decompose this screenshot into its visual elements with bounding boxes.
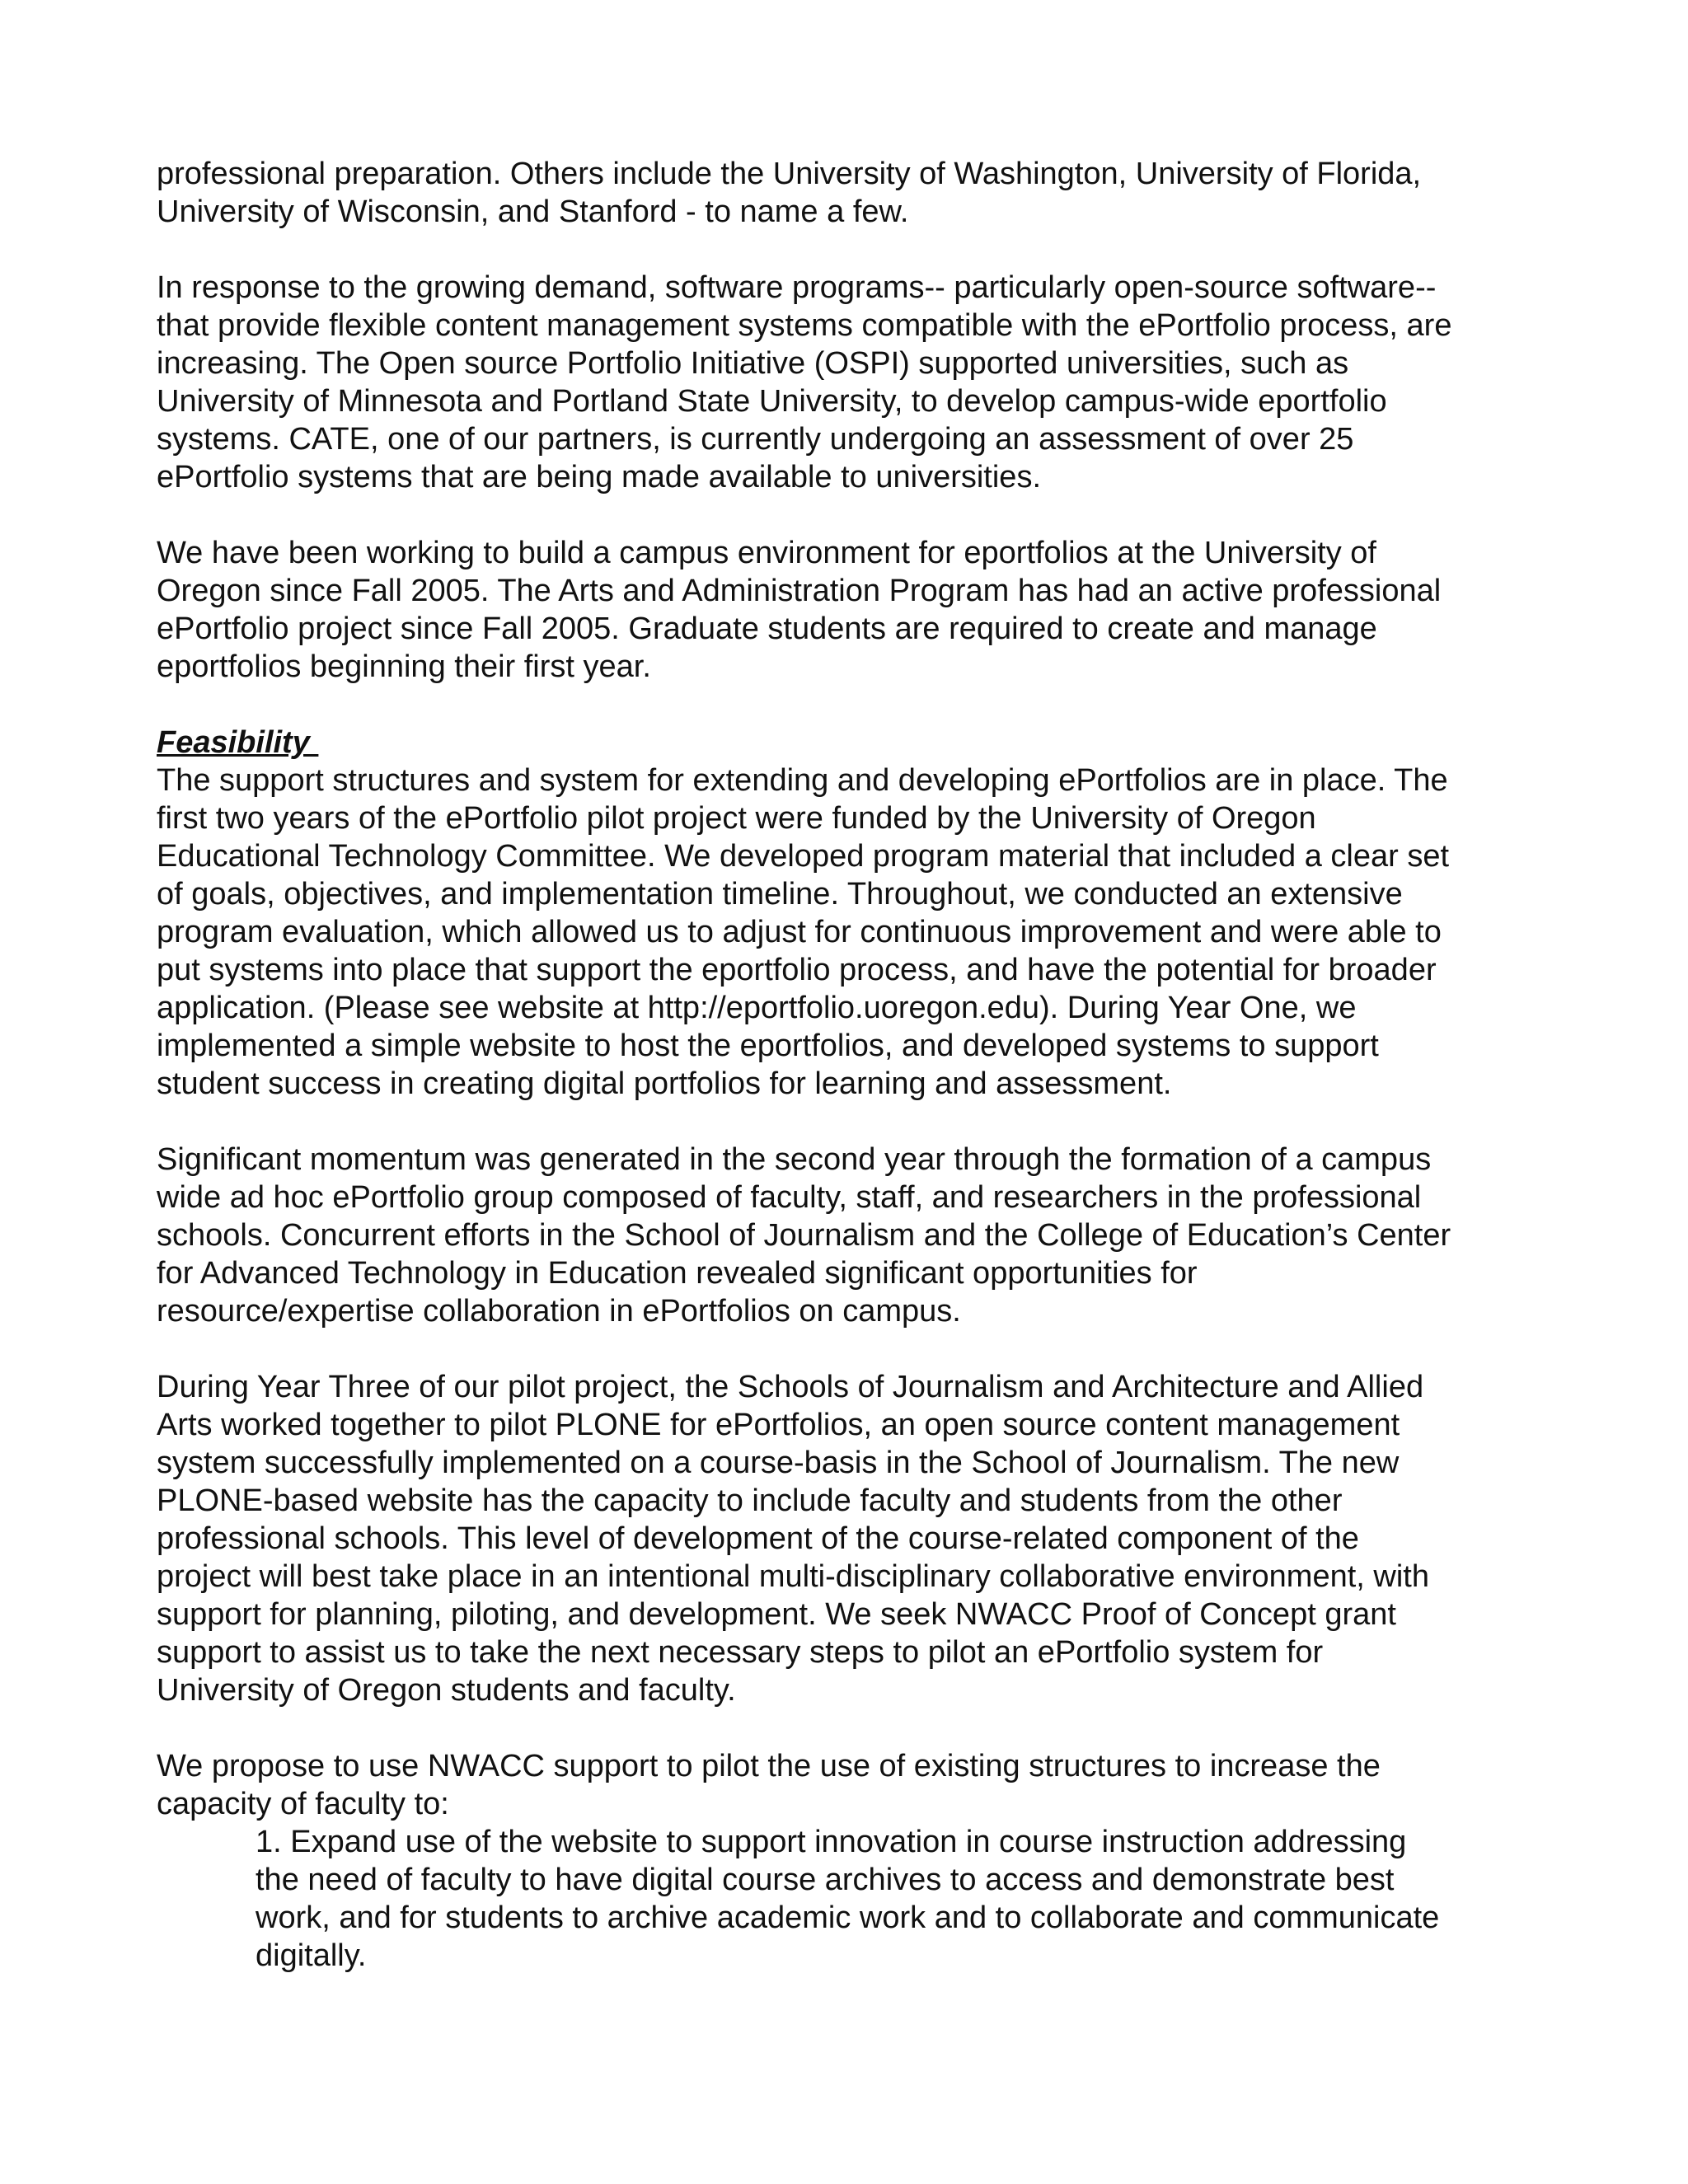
paragraph-significant-momentum: Significant momentum was generated in the second year through the formation of a campus wide ad hoc ePortfolio group composed of faculty, staff, and researchers in the professional schools. Concurrent efforts in the School of Journalism and the College of Education’s Center for Advanced Technology in Education revealed significant opportunities for resource/expertise collaboration in ePortfolios on campus. [157, 1142, 1451, 1329]
paragraph-year-three: During Year Three of our pilot project, the Schools of Journalism and Architecture and Allied Arts worked together to pilot PLONE for ePortfolios, an open source content management system successfully implemented on a course-basis in the School of Journalism. The new PLONE-based website has the capacity to include faculty and students from the other professional schools. This level of development of the course-related component of the project will best take place in an intentional multi-disciplinary collaborative environment, with support for planning, piloting, and development. We seek NWACC Proof of Concept grant support to assist us to take the next necessary steps to pilot an ePortfolio system for University of Oregon students and faculty. [157, 1370, 1429, 1708]
paragraph-nwacc-proposal: We propose to use NWACC support to pilot the use of existing structures to increase the capacity of faculty to: [157, 1749, 1381, 1821]
section-heading-feasibility: Feasibility [157, 725, 319, 760]
paragraph-support-structures: The support structures and system for extending and developing ePortfolios are in place. The first two years of the ePortfolio pilot project were funded by the University of Oregon Educational Technology Committee. We developed program material that included a clear set of goals, objectives, and implementation timeline. Throughout, we conducted an extensive program evaluation, which allowed us to adjust for continuous improvement and were able to put systems into place that support the eportfolio process, and have the potential for broader application. (Please see website at http://eportfolio.uoregon.edu). During Year One, we implemented a simple website to host the eportfolios, and developed systems to support student success in creating digital portfolios for learning and assessment. [157, 763, 1450, 1101]
proposal-list [256, 1823, 1541, 1975]
document-page [157, 155, 1541, 1975]
paragraph-professional-preparation: professional preparation. Others include the University of Washington, University of Florida, University of Wisconsin, and Stanford - to name a few. [157, 157, 1422, 229]
paragraph-growing-demand: In response to the growing demand, software programs-- particularly open-source software-- that provide flexible content management systems compatible with the ePortfolio process, are increasing. The Open source Portfolio Initiative (OSPI) supported universities, such as University of Minnesota and Portland State University, to develop campus-wide eportfolio systems. CATE, one of our partners, is currently undergoing an assessment of over 25 ePortfolio systems that are being made available to universities. [157, 270, 1452, 494]
paragraph-campus-environment: We have been working to build a campus environment for eportfolios at the University of Oregon since Fall 2005. The Arts and Administration Program has had an active professional ePortfolio project since Fall 2005. Graduate students are required to create and manage eportfolios beginning their first year. [157, 536, 1442, 684]
list-item: 1. Expand use of the website to support innovation in course instruction addressing the need of faculty to have digital course archives to access and demonstrate best work, and for students to archive academic work and to collaborate and communicate digitally. [256, 1825, 1440, 1973]
